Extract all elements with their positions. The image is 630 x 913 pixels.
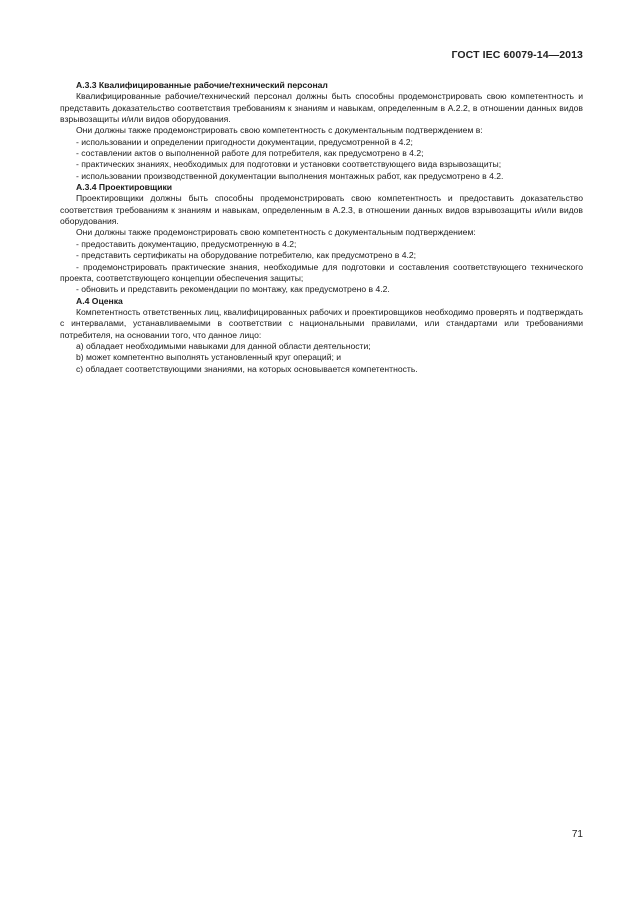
list-item: b) может компетентно выполнять установленный круг операций; и [76,352,342,363]
paragraph: Компетентность ответственных лиц, квалифицированных рабочих и проектировщиков необходимо проверять и подтверждать с интервалами, устанавливаемыми в соответствии с национальными правилами, или стандартами или требованиями потребителя, на основании того, что данное лицо: [60,306,583,340]
list-item: - составлении актов о выполненной работе для потребителя, как предусмотрено в 4.2; [76,148,424,159]
list-item: - использовании производственной документации выполнения монтажных работ, как предусмотрено в 4.2. [76,170,504,181]
section-heading-a34: А.3.4 Проектировщики [76,182,173,193]
paragraph: Квалифицированные рабочие/технический персонал должны быть способны продемонстрировать свою компетентность и представить доказательство соответствия требованиям к знаниям и навыкам, определенным в А.2.2, в отношении данных видов взрывозащиты и/или видов оборудования. [60,91,583,125]
standard-header: ГОСТ IEC 60079-14—2013 [451,49,583,61]
list-item: - представить сертификаты на оборудование потребителю, как предусмотрено в 4.2; [76,250,417,261]
paragraph: Проектировщики должны быть способны продемонстрировать свою компетентность и предоставить доказательство соответствия требованиям к знаниям и навыкам, определенным в А.2.3, в отношении данных видов взрывозащиты и/или видов оборудования. [60,193,583,227]
list-item: - предоставить документацию, предусмотренную в 4.2; [76,238,297,249]
list-item: - продемонстрировать практические знания, необходимые для подготовки и составления соответствующего технического проекта, соответствующего концепции обеспечения защиты; [60,261,583,283]
section-heading-a33: А.3.3 Квалифицированные рабочие/технический персонал [76,80,328,90]
list-item: - использовании и определении пригодности документации, предусмотренной в 4.2; [76,136,413,147]
list-item: - обновить и представить рекомендации по монтажу, как предусмотрено в 4.2. [76,284,390,295]
list-item: с) обладает соответствующими знаниями, на которых основывается компетентность. [76,363,418,374]
page-number: 71 [571,829,583,840]
section-heading-a4: А.4 Оценка [76,295,123,306]
list-item: а) обладает необходимыми навыками для данной области деятельности; [76,340,371,351]
paragraph: Они должны также продемонстрировать свою компетентность с документальным подтверждением в: [76,125,483,136]
list-item: - практических знаниях, необходимых для подготовки и установки соответствующего вида взрывозащиты; [76,159,502,170]
document-body [60,80,583,375]
paragraph: Они должны также продемонстрировать свою компетентность с документальным подтверждением: [76,227,476,238]
